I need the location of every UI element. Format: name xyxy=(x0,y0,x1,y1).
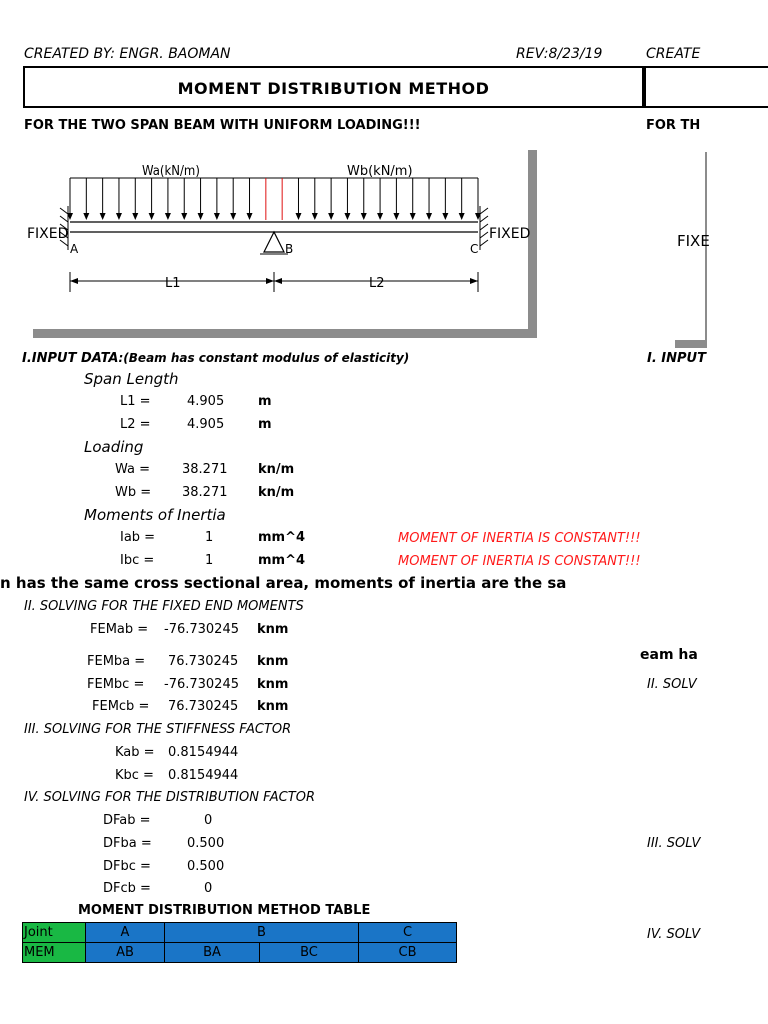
joint-a: A xyxy=(86,923,165,943)
wb-value: 38.271 xyxy=(182,485,228,500)
dim-arrow xyxy=(470,278,478,284)
banner-right: eam ha xyxy=(640,647,698,663)
right-fixed-label: FIXE xyxy=(677,232,710,250)
span-l2-label: L2 xyxy=(369,276,385,291)
l1-value: 4.905 xyxy=(187,394,225,409)
support-b-label: B xyxy=(285,242,294,256)
title-box xyxy=(23,66,644,108)
span-l1-label: L1 xyxy=(165,276,181,291)
wa-value: 38.271 xyxy=(182,462,228,477)
dfab-label: DFab = xyxy=(103,813,151,828)
page-title: MOMENT DISTRIBUTION METHOD xyxy=(177,79,490,98)
load-arrow-head xyxy=(165,213,171,220)
stiffness-heading: III. SOLVING FOR THE STIFFNESS FACTOR xyxy=(24,722,292,737)
load-arrow-head xyxy=(410,213,416,220)
fembc-value: -76.730245 xyxy=(164,677,239,692)
ibc-unit: mm^4 xyxy=(258,553,306,568)
beam-diagram xyxy=(24,150,537,340)
inertia-label: Moments of Inertia xyxy=(84,506,226,524)
kbc-label: Kbc = xyxy=(115,768,154,783)
load-arrow-head xyxy=(361,213,367,220)
fixed-label-left: FIXED xyxy=(27,226,69,242)
revision-date: REV:8/23/19 xyxy=(516,46,603,62)
ibc-label: Ibc = xyxy=(120,553,155,568)
kab-label: Kab = xyxy=(115,745,155,760)
load-arrow-head xyxy=(459,213,465,220)
l1-unit: m xyxy=(258,394,272,409)
subtitle: FOR THE TWO SPAN BEAM WITH UNIFORM LOADING!!! xyxy=(24,118,421,133)
load-arrow-head xyxy=(328,213,334,220)
l2-label: L2 = xyxy=(120,417,151,432)
fembc-label: FEMbc = xyxy=(87,677,145,692)
input-heading: I.INPUT DATA:(Beam has constant modulus of elasticity) xyxy=(22,351,410,366)
wb-label: Wb = xyxy=(115,485,152,500)
l2-value: 4.905 xyxy=(187,417,225,432)
created-by: CREATED BY: ENGR. BAOMAN xyxy=(24,46,231,62)
mem-header: MEM xyxy=(23,943,86,963)
femba-value: 76.730245 xyxy=(168,654,239,669)
load-b-label: Wb(kN/m) xyxy=(347,164,413,179)
load-arrow-head xyxy=(198,213,204,220)
femab-value: -76.730245 xyxy=(164,622,239,637)
l2-unit: m xyxy=(258,417,272,432)
pin-support-b xyxy=(264,232,284,252)
load-arrow-head xyxy=(100,213,106,220)
load-arrow-head xyxy=(344,213,350,220)
member-cb: CB xyxy=(359,943,457,963)
load-arrow-head xyxy=(83,213,89,220)
femcb-value: 76.730245 xyxy=(168,699,239,714)
iab-value: 1 xyxy=(205,530,214,545)
dfcb-label: DFcb = xyxy=(103,881,151,896)
dfab-value: 0 xyxy=(204,813,213,828)
fixed-label-right: FIXED xyxy=(489,226,531,242)
load-arrow-head xyxy=(230,213,236,220)
loading-label: Loading xyxy=(84,438,144,456)
dfba-label: DFba = xyxy=(103,836,152,851)
table-row xyxy=(23,943,457,963)
femcb-label: FEMcb = xyxy=(92,699,150,714)
load-arrow-head xyxy=(181,213,187,220)
input-heading-right: I. INPUT xyxy=(647,351,706,366)
load-arrow-head xyxy=(426,213,432,220)
load-arrow-head xyxy=(116,213,122,220)
joint-b: B xyxy=(165,923,359,943)
subtitle-right: FOR TH xyxy=(646,118,701,133)
member-ab: AB xyxy=(86,943,165,963)
dfcb-value: 0 xyxy=(204,881,213,896)
beam-diagram-svg xyxy=(24,150,537,340)
iab-unit: mm^4 xyxy=(258,530,306,545)
stiffness-heading-right: III. SOLV xyxy=(647,836,701,851)
iab-label: Iab = xyxy=(120,530,156,545)
ibc-note: MOMENT OF INERTIA IS CONSTANT!!! xyxy=(398,554,641,569)
l1-label: L1 = xyxy=(120,394,151,409)
wb-unit: kn/m xyxy=(258,485,295,500)
wa-label: Wa = xyxy=(115,462,151,477)
member-ba: BA xyxy=(165,943,260,963)
fem-heading-right: II. SOLV xyxy=(647,677,697,692)
dfbc-value: 0.500 xyxy=(187,859,225,874)
inertia-banner: n has the same cross sectional area, moments of inertia are the sa xyxy=(0,574,567,592)
femba-label: FEMba = xyxy=(87,654,146,669)
fem-heading: II. SOLVING FOR THE FIXED END MOMENTS xyxy=(24,599,304,614)
distribution-heading: IV. SOLVING FOR THE DISTRIBUTION FACTOR xyxy=(24,790,315,805)
table-title: MOMENT DISTRIBUTION METHOD TABLE xyxy=(78,903,371,918)
frame-shadow-right xyxy=(528,150,537,338)
dim-arrow xyxy=(266,278,274,284)
load-arrows xyxy=(67,178,481,220)
load-arrow-head xyxy=(442,213,448,220)
load-arrow-head xyxy=(312,213,318,220)
span-length-label: Span Length xyxy=(84,370,179,388)
load-arrow-head xyxy=(295,213,301,220)
ibc-value: 1 xyxy=(205,553,214,568)
load-arrow-head xyxy=(377,213,383,220)
femab-unit: knm xyxy=(257,622,289,637)
kab-value: 0.8154944 xyxy=(168,745,239,760)
fembc-unit: knm xyxy=(257,677,289,692)
support-a-label: A xyxy=(70,242,79,256)
load-a-label: Wa(kN/m) xyxy=(142,164,200,179)
kbc-value: 0.8154944 xyxy=(168,768,239,783)
support-c-label: C xyxy=(470,242,479,256)
load-arrow-head xyxy=(214,213,220,220)
joint-c: C xyxy=(359,923,457,943)
dfba-value: 0.500 xyxy=(187,836,225,851)
load-arrow-head xyxy=(393,213,399,220)
dim-arrow xyxy=(70,278,78,284)
joint-header: Joint xyxy=(23,923,86,943)
dim-arrow xyxy=(274,278,282,284)
load-arrow-head xyxy=(132,213,138,220)
femba-unit: knm xyxy=(257,654,289,669)
iab-note: MOMENT OF INERTIA IS CONSTANT!!! xyxy=(398,531,641,546)
created-by-right: CREATE xyxy=(646,46,701,62)
load-arrow-head xyxy=(149,213,155,220)
dfbc-label: DFbc = xyxy=(103,859,151,874)
moment-distribution-table xyxy=(22,922,457,963)
fixed-hatch-right xyxy=(480,206,488,250)
load-arrow-head xyxy=(247,213,253,220)
wa-unit: kn/m xyxy=(258,462,295,477)
femab-label: FEMab = xyxy=(90,622,149,637)
distribution-heading-right: IV. SOLV xyxy=(647,927,701,942)
right-diagram-shadow xyxy=(675,340,707,348)
frame-shadow-bottom xyxy=(33,329,537,338)
femcb-unit: knm xyxy=(257,699,289,714)
title-box-right xyxy=(644,66,768,108)
table-row xyxy=(23,923,457,943)
member-bc: BC xyxy=(260,943,359,963)
